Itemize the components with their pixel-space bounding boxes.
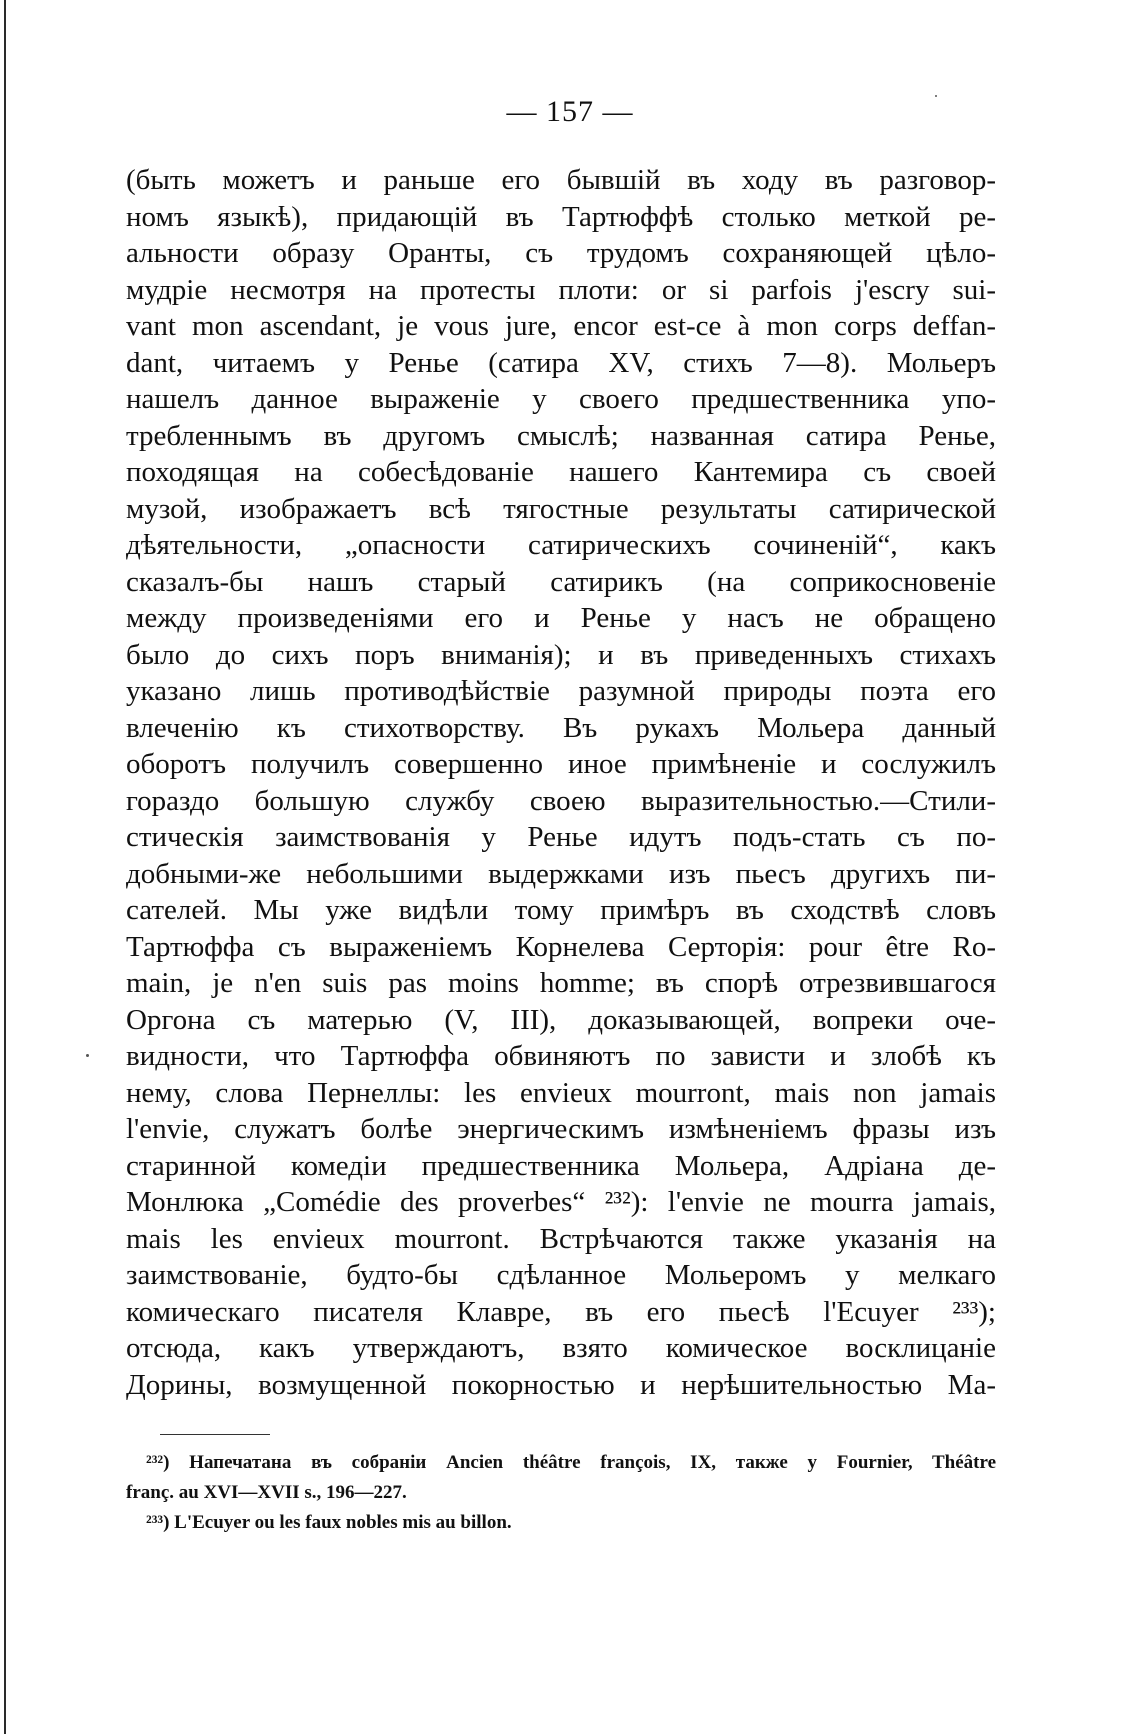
text-line: main, je n'en suis pas moins homme; въ спорѣ отрезвившагося [126,967,996,999]
text-line: нему, слова Пернеллы: les envieux mourront, mais non jamais [126,1076,996,1109]
text-line: гораздо большую службу своею выразительностью.—Стили- [126,784,996,817]
page-number: — 157 — [506,95,634,128]
footnote-233: ²³³) L'Ecuyer ou les faux nobles mis au billon. [146,1512,512,1533]
text-line: оборотъ получилъ совершенно иное примѣненіе и сослужилъ [126,748,996,780]
text-line: dant, читаемъ у Ренье (сатира XV, стихъ 7—8). Мольеръ [126,346,996,379]
text-line: дѣятельности, „опасности сатирическихъ сочиненій“, какъ [126,529,996,561]
text-line: влеченію къ стихотворству. Въ рукахъ Мольера данный [126,711,996,744]
text-line: между произведеніями его и Ренье у насъ не обращено [126,602,996,634]
text-line: альности образу Оранты, съ трудомъ сохраняющей цѣло- [126,237,996,269]
text-line: указано лишь противодѣйствіе разумной природы поэта его [126,675,996,707]
text-line: добными-же небольшими выдержками изъ пьесъ другихъ пи- [126,857,996,890]
text-line: старинной комедіи предшественника Мольера, Адріана де- [126,1149,996,1182]
text-line: было до сихъ поръ вниманія); и въ приведенныхъ стихахъ [126,638,996,671]
text-line: сказалъ-бы нашъ старый сатирикъ (на соприкосновеніе [126,565,996,598]
text-line: требленнымъ въ другомъ смыслѣ; названная сатира Ренье, [126,419,996,452]
text-line: отсюда, какъ утверждаютъ, взято комическое восклицаніе [126,1332,996,1364]
text-line: сателей. Мы уже видѣли тому примѣръ въ сходствѣ словъ [126,894,996,926]
text-line: l'envie, служатъ болѣе энергическимъ измѣненіемъ фразы изъ [126,1113,996,1145]
text-line: vant mon ascendant, je vous jure, encor est-ce à mon corps deffan- [126,310,996,342]
footnote-divider [160,1434,270,1435]
scan-speck [935,95,937,97]
text-line: видности, что Тартюффа обвиняютъ по зависти и злобѣ къ [126,1040,996,1072]
footnote-232: ²³²) Напечатана въ собраніи Ancien théâtre françois, IX, также у Fournier, Théâtre [146,1452,996,1473]
text-line: Монлюка „Comédie des proverbes“ ²³²): l'envie ne mourra jamais, [126,1186,996,1218]
text-line: Тартюффа съ выраженіемъ Корнелева Серторія: pour être Ro- [126,930,996,963]
text-line: стическія заимствованія у Ренье идутъ подъ-стать съ по- [126,821,996,853]
text-line: заимствованіе, будто-бы сдѣланное Мольеромъ у мелкаго [126,1259,996,1291]
text-line: походящая на собесѣдованіе нашего Кантемира съ своей [126,456,996,488]
footnotes [126,1448,996,1538]
body-text [126,162,996,1403]
text-line: (быть можетъ и раньше его бывшій въ ходу въ разговор- [126,164,996,196]
text-line: mais les envieux mourront. Встрѣчаются также указанія на [126,1222,996,1255]
text-line: номъ языкѣ), придающій въ Тартюффѣ столько меткой ре- [126,200,996,233]
scan-edge [4,0,6,1734]
scan-speck [86,1054,89,1057]
text-line: комическаго писателя Клавре, въ его пьесѣ l'Ecuyer ²³³); [126,1295,996,1328]
text-line: нашелъ данное выраженіе у своего предшественника упо- [126,383,996,415]
text-line: музой, изображаетъ всѣ тягостные результаты сатирической [126,492,996,525]
text-line: мудріе несмотря на протесты плоти: or si parfois j'escry sui- [126,273,996,306]
text-line: Дорины, возмущенной покорностью и нерѣшительностью Ма- [126,1368,996,1401]
text-line: Оргона съ матерью (V, III), доказывающей, вопреки оче- [126,1003,996,1036]
footnote-232-continuation: franç. au XVI—XVII s., 196—227. [126,1482,407,1503]
